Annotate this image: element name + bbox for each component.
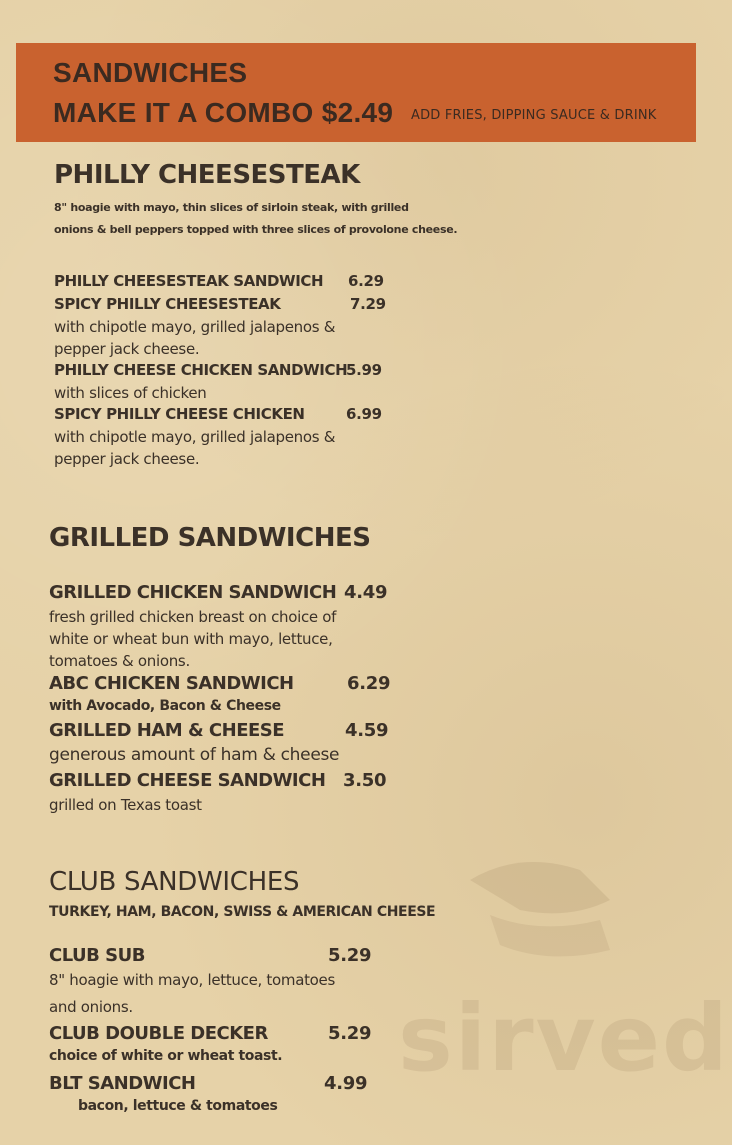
combo-note: ADD FRIES, DIPPING SAUCE & DRINK	[411, 108, 657, 123]
grilled-heading: GRILLED SANDWICHES	[49, 523, 371, 553]
menu-item-desc: pepper jack cheese.	[54, 340, 200, 358]
menu-item-desc: 8" hoagie with mayo, lettuce, tomatoes	[49, 971, 336, 989]
menu-item-desc: bacon, lettuce & tomatoes	[78, 1098, 278, 1114]
club-heading: CLUB SANDWICHES	[49, 867, 300, 897]
menu-item-price: 6.29	[347, 673, 391, 694]
philly-intro-line1: 8" hoagie with mayo, thin slices of sirloin steak, with grilled	[54, 201, 409, 214]
menu-item-desc: generous amount of ham & cheese	[49, 745, 340, 765]
menu-item-name: PHILLY CHEESE CHICKEN SANDWICH	[54, 361, 348, 379]
menu-item-desc: with chipotle mayo, grilled jalapenos &	[54, 428, 336, 446]
menu-item-desc: grilled on Texas toast	[49, 796, 202, 814]
menu-item-name: PHILLY CHEESESTEAK SANDWICH	[54, 272, 324, 290]
menu-item-price: 6.99	[346, 405, 382, 423]
menu-item-desc: with slices of chicken	[54, 384, 207, 402]
menu-item-desc: fresh grilled chicken breast on choice of	[49, 608, 337, 626]
menu-item-price: 7.29	[350, 295, 386, 313]
menu-item-price: 3.50	[343, 770, 387, 791]
combo-banner	[16, 43, 696, 142]
menu-item-name: ABC CHICKEN SANDWICH	[49, 673, 294, 694]
menu-item-name: GRILLED HAM & CHEESE	[49, 720, 285, 741]
menu-item-desc: tomatoes & onions.	[49, 652, 190, 670]
menu-item-price: 4.59	[345, 720, 389, 741]
utensil-icon	[460, 840, 630, 970]
menu-item-desc: with Avocado, Bacon & Cheese	[49, 698, 281, 714]
menu-item-desc: pepper jack cheese.	[54, 450, 200, 468]
menu-item-price: 5.29	[328, 945, 372, 966]
philly-heading: PHILLY CHEESESTEAK	[54, 160, 360, 190]
menu-item-name: GRILLED CHICKEN SANDWICH	[49, 582, 337, 603]
menu-item-price: 6.29	[348, 272, 384, 290]
menu-item-price: 4.99	[324, 1073, 368, 1094]
menu-item-price: 4.49	[344, 582, 388, 603]
combo-offer: MAKE IT A COMBO $2.49	[53, 97, 394, 128]
menu-item-name: SPICY PHILLY CHEESE CHICKEN	[54, 405, 305, 423]
menu-item-name: CLUB SUB	[49, 945, 145, 966]
menu-item-name: BLT SANDWICH	[49, 1073, 196, 1094]
section-title: SANDWICHES	[53, 57, 248, 88]
menu-item-name: GRILLED CHEESE SANDWICH	[49, 770, 326, 791]
philly-intro-line2: onions & bell peppers topped with three slices of provolone cheese.	[54, 223, 458, 236]
menu-item-price: 5.29	[328, 1023, 372, 1044]
menu-item-desc: and onions.	[49, 998, 133, 1016]
watermark: sirved	[398, 985, 730, 1092]
menu-item-desc: choice of white or wheat toast.	[49, 1048, 283, 1064]
club-subheading: TURKEY, HAM, BACON, SWISS & AMERICAN CHEESE	[49, 904, 436, 920]
menu-item-name: SPICY PHILLY CHEESESTEAK	[54, 295, 281, 313]
menu-item-name: CLUB DOUBLE DECKER	[49, 1023, 268, 1044]
menu-item-desc: white or wheat bun with mayo, lettuce,	[49, 630, 333, 648]
menu-item-desc: with chipotle mayo, grilled jalapenos &	[54, 318, 336, 336]
menu-item-price: 5.99	[346, 361, 382, 379]
